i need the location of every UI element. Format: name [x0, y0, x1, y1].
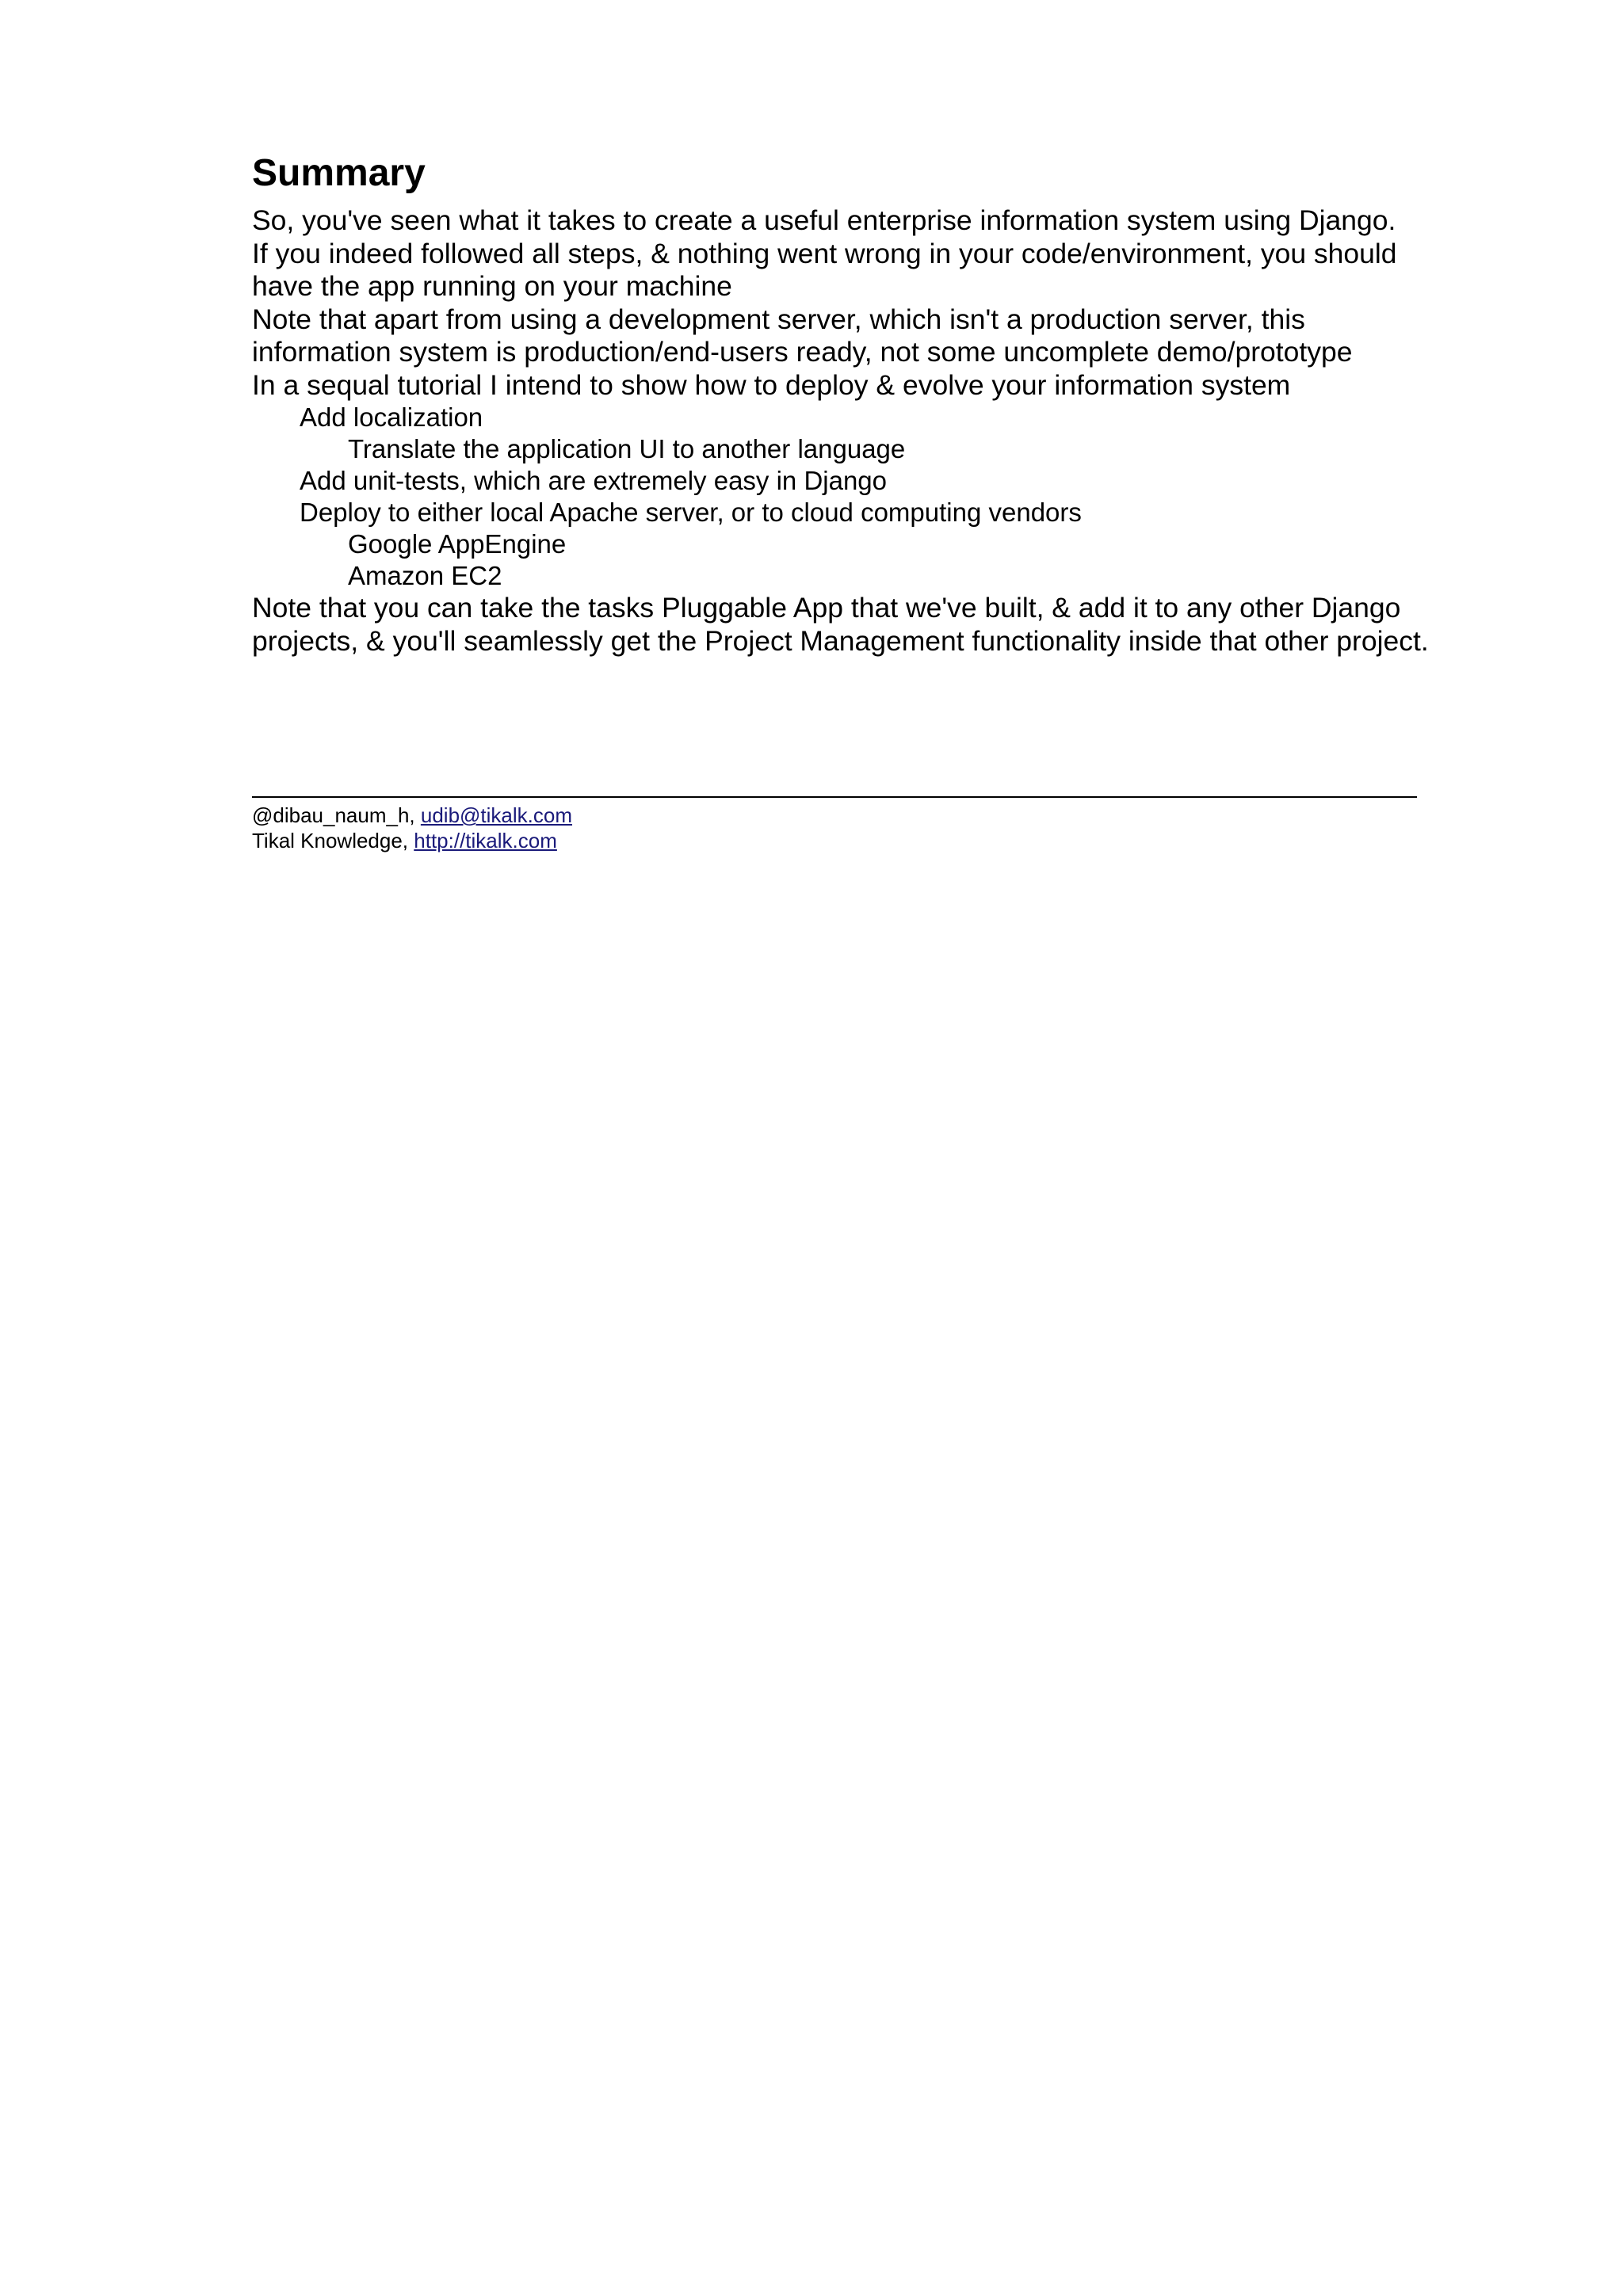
intro-line: Note that apart from using a development server, which isn't a production server, this: [252, 303, 1305, 335]
closing-line: Note that you can take the tasks Pluggable App that we've built, & add it to any other Django: [252, 592, 1401, 624]
section-heading: Summary: [252, 152, 426, 194]
list-item: Amazon EC2: [348, 561, 502, 590]
list-item: Google AppEngine: [348, 529, 567, 559]
closing-paragraph: [252, 592, 1488, 658]
intro-paragraph: [252, 204, 1488, 402]
page-footer: [252, 796, 1417, 853]
intro-line: So, you've seen what it takes to create a useful enterprise information system using Django.: [252, 204, 1396, 236]
intro-line: If you indeed followed all steps, & nothing went wrong in your code/environment, you should: [252, 237, 1397, 269]
list-item: Add localization: [300, 402, 483, 432]
website-link[interactable]: http://tikalk.com: [414, 829, 557, 852]
list-item: Deploy to either local Apache server, or to cloud computing vendors: [300, 498, 1082, 527]
intro-line: have the app running on your machine: [252, 270, 732, 302]
footer-divider: [252, 796, 1417, 798]
closing-line: projects, & you'll seamlessly get the Project Management functionality inside that other project.: [252, 624, 1429, 657]
intro-line: information system is production/end-users ready, not some uncomplete demo/prototype: [252, 336, 1353, 368]
list-item: Add unit-tests, which are extremely easy in Django: [300, 466, 888, 495]
author-handle: @dibau_naum_h,: [252, 803, 421, 827]
footer-company-line: [252, 828, 1417, 853]
company-name: Tikal Knowledge,: [252, 829, 414, 852]
list-item: Translate the application UI to another language: [348, 434, 906, 463]
footer-author-line: [252, 803, 1417, 828]
email-link[interactable]: udib@tikalk.com: [420, 803, 573, 827]
plan-list: [252, 402, 1488, 592]
intro-line: In a sequal tutorial I intend to show how to deploy & evolve your information system: [252, 368, 1291, 401]
document-page: [252, 151, 1488, 658]
